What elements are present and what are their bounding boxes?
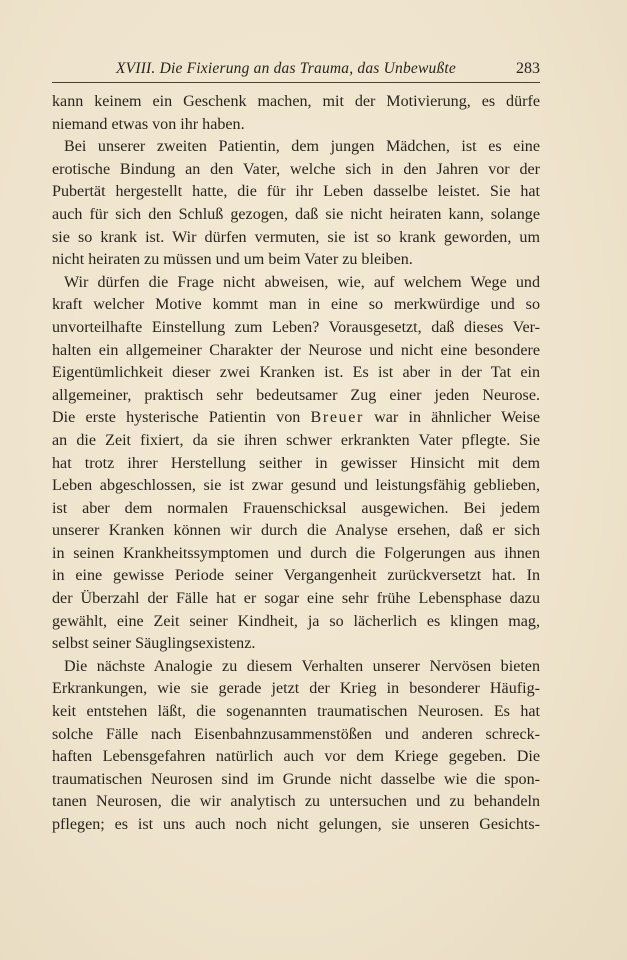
text-line: traumatischen Neurosen sind im Grunde nicht dasselbe wie die spon-	[52, 770, 540, 788]
text-line: an die Zeit fixiert, da sie ihren schwer erkrankten Vater pflegte. Sie	[52, 431, 540, 449]
paragraph	[52, 136, 540, 272]
text-line: sie so krank ist. Wir dürfen vermuten, sie ist so krank geworden, um	[52, 228, 540, 246]
text-line: tanen Neurosen, die wir analytisch zu untersuchen und zu behandeln	[52, 793, 540, 811]
paragraph	[52, 272, 540, 656]
body-text	[52, 91, 540, 837]
text-line: unserer Kranken können wir durch die Analyse ersehen, daß er sich	[52, 522, 540, 540]
running-head-title: XVIII. Die Fixierung an das Trauma, das Unbewußte	[116, 60, 456, 77]
text-line: in eine gewisse Periode seiner Vergangenheit zurückversetzt hat. In	[52, 567, 540, 585]
header-rule	[52, 82, 540, 83]
text-line: Die nächste Analogie zu diesem Verhalten unserer Nervösen bieten	[64, 657, 540, 675]
text-line: Erkrankungen, wie sie gerade jetzt der Krieg in besonderer Häufig-	[52, 680, 540, 698]
text-line: solche Fälle nach Eisenbahnzusammenstößen und anderen schreck-	[52, 725, 540, 743]
text-line: kann keinem ein Geschenk machen, mit der Motivierung, es dürfe	[52, 93, 540, 110]
text-line: Eigentümlichkeit dieser zwei Kranken ist. Es ist aber in der Tat ein	[52, 364, 540, 382]
text-line: halten ein allgemeiner Charakter der Neurose und nicht eine besondere	[52, 341, 540, 359]
text-line: erotische Bindung an den Vater, welche sich in den Jahren vor der	[52, 160, 540, 178]
text-line: Leben abgeschlossen, sie ist zwar gesund und leistungsfähig geblieben,	[52, 477, 540, 495]
text-line	[52, 407, 540, 430]
text-line: kraft welcher Motive kommt man in eine so merkwürdige und so	[52, 296, 540, 314]
text-line: keit entstehen läßt, die sogenannten traumatischen Neurosen. Es hat	[52, 703, 540, 721]
text-line: in seinen Krankheitssymptomen und durch die Folgerungen aus ihnen	[52, 544, 540, 562]
text-line: der Überzahl der Fälle hat er sogar eine sehr frühe Lebensphase dazu	[52, 590, 540, 608]
text-line: haften Lebensgefahren natürlich auch vor dem Kriege gegeben. Die	[52, 748, 540, 766]
text-line: auch für sich den Schluß gezogen, daß sie nicht heiraten kann, solange	[52, 205, 540, 223]
text-line: Pubertät hergestellt hatte, die für ihr Leben dasselbe leistet. Sie hat	[52, 183, 540, 201]
text-line: Wir dürfen die Frage nicht abweisen, wie, auf welchem Wege und	[64, 273, 540, 291]
paragraph	[52, 656, 540, 837]
text-segment: war in ähnlicher Weise	[363, 409, 540, 427]
text-segment: Die erste hysterische Patientin von	[52, 409, 311, 427]
text-line: unvorteilhafte Einstellung zum Leben? Vorausgesetzt, daß dieses Ver-	[52, 318, 540, 336]
text-line: selbst seiner Säuglingsexistenz.	[52, 635, 256, 653]
author-name: Breuer	[310, 409, 364, 427]
paragraph	[52, 91, 540, 136]
text-line: nicht heiraten zu müssen und um beim Vater zu bleiben.	[52, 251, 413, 269]
text-line: ist aber dem normalen Frauenschicksal ausgewichen. Bei jedem	[52, 499, 540, 517]
text-line: allgemeiner, praktisch sehr bedeutsamer Zug einer jeden Neurose.	[52, 386, 540, 404]
text-line: gewählt, eine Zeit seiner Kindheit, ja so lächerlich es klingen mag,	[52, 612, 540, 630]
text-line: Bei unserer zweiten Patientin, dem jungen Mädchen, ist es eine	[64, 138, 540, 156]
running-head	[52, 58, 540, 80]
text-line: hat trotz ihrer Herstellung seither in gewisser Hinsicht mit dem	[52, 454, 540, 472]
page-number: 283	[516, 60, 540, 77]
text-line: niemand etwas von ihr haben.	[52, 115, 245, 133]
text-line: pflegen; es ist uns auch noch nicht gelungen, sie unseren Gesichts-	[52, 816, 540, 833]
